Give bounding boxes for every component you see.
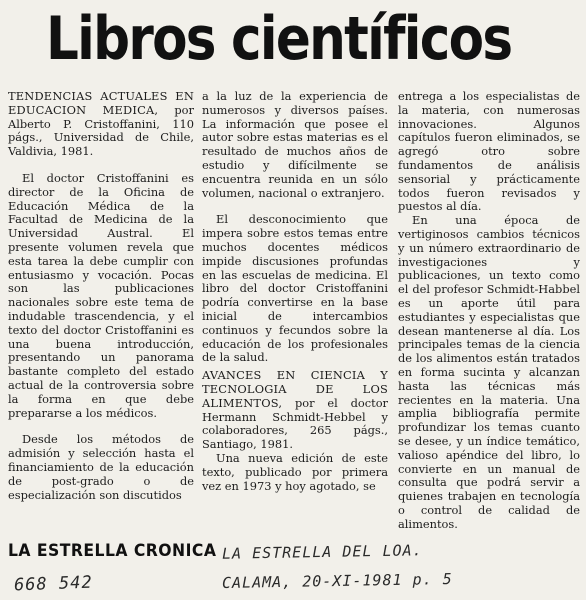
article-paragraph: entrega a los especialistas de la materia, con numerosas innovaciones. Algunos capítulos fueron eliminados, se agregó otro sobre fundamentos de análisis sensorial y prácticamente todos fueron revisados y puestos al día. bbox=[398, 89, 580, 214]
newspaper-masthead: LA ESTRELLA CRONICA bbox=[8, 541, 217, 561]
book-2-header bbox=[202, 369, 388, 452]
handwritten-source: LA ESTRELLA DEL LOA. bbox=[221, 541, 423, 563]
handwritten-place-date: CALAMA, 20-XI-1981 p. 5 bbox=[221, 569, 453, 593]
book-1-header bbox=[8, 90, 194, 159]
column-2 bbox=[202, 90, 388, 493]
article-paragraph: En una época de vertiginosos cambios técnicos y un número extraordinario de investigaciones y publicaciones, un texto como el del profesor Schmidt-Habbel es un aporte útil para estudiantes y especialistas que desean mantenerse al día. Los principales temas de la ciencia de los alimentos están tratados en forma sucinta y alcanzan hasta las técnicas más recientes en la materia. Una amplia bibliografía permite profundizar los temas cuanto se desee, y un índice temático, valioso apéndice del libro, lo convierte en un manual de consulta que podrá servir a quienes trabajen en tecnología o control de calidad de alimentos. bbox=[398, 213, 580, 531]
book-1-details: por Alberto P. Cristoffanini, 110 págs., Universidad de Chile, Valdivia, 1981. bbox=[8, 102, 194, 159]
book-2-details: por el doctor Hermann Schmidt-Hebbel y colaboradores, 265 págs., Santiago, 1981. bbox=[202, 395, 388, 452]
column-3 bbox=[398, 90, 580, 532]
headline: Libros científicos bbox=[46, 4, 512, 74]
handwritten-archive-id: 668 542 bbox=[13, 572, 93, 596]
book-1-title: TENDENCIAS ACTUALES EN EDUCACION MEDICA, bbox=[8, 89, 194, 117]
article-paragraph: Desde los métodos de admisión y selección hasta el financiamiento de la educación de post-grado o de especialización son discutidos bbox=[8, 432, 194, 502]
article-paragraph: Una nueva edición de este texto, publicado por primera vez en 1973 y hoy agotado, se bbox=[202, 450, 388, 493]
article-paragraph: El desconocimiento que impera sobre estos temas entre muchos docentes médicos impide discusiones profundas en las escuelas de medicina. El libro del doctor Cristoffanini podría convertirse en la base inicial de intercambios continuos y fecundos sobre la educación de los profesionales de la salud. bbox=[202, 212, 388, 365]
article-paragraph: El doctor Cristoffanini es director de la Oficina de Educación Médica de la Facultad de Medicina de la Universidad Austral. El presente volumen revela que esta tarea la debe cumplir con entusiasmo y vocación. Pocas son las publicaciones nacionales sobre este tema de indudable trascendencia, y el texto del doctor Cristoffanini es una buena introducción, presentando un panorama bastante completo del estado actual de la controversia sobre la forma en que debe prepararse a los médicos. bbox=[8, 170, 194, 420]
article-paragraph: a la luz de la experiencia de numerosos y diversos países. La información que posee el autor sobre estas materias es el resultado de muchos años de estudio y difícilmente se encuentra reunida en un sólo volumen, nacional o extranjero. bbox=[202, 89, 388, 200]
column-1 bbox=[8, 90, 194, 502]
book-2-title: AVANCES EN CIENCIA Y TECNOLOGIA DE LOS ALIMENTOS, bbox=[202, 368, 388, 410]
